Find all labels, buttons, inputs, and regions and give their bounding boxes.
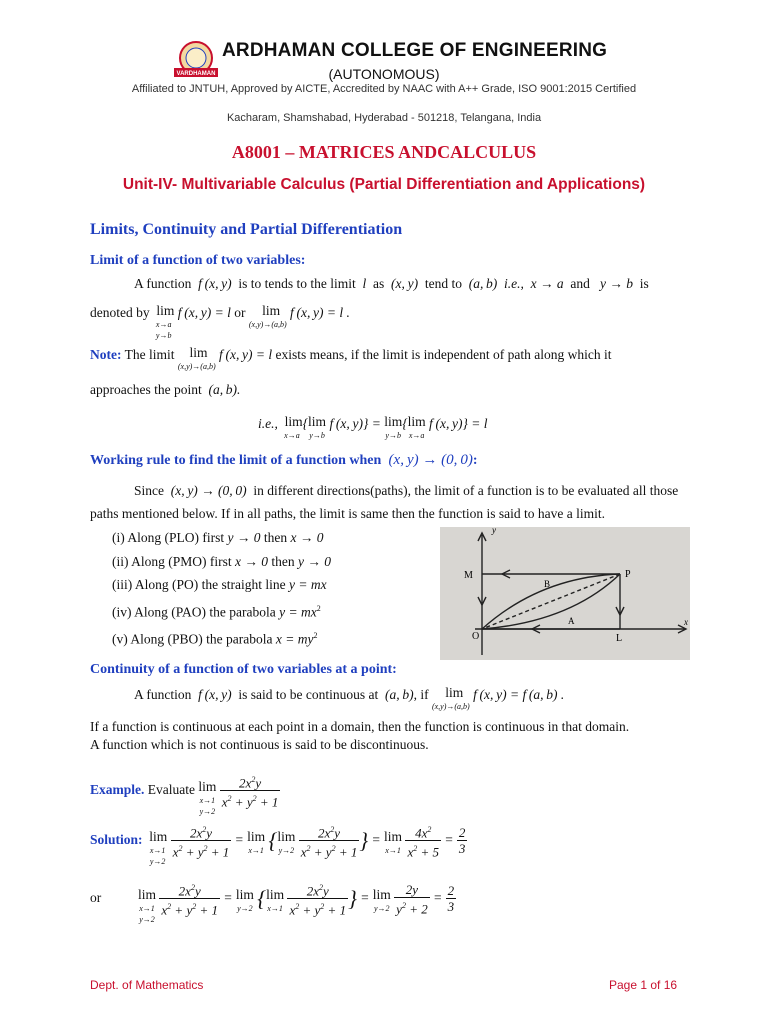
limit-heading: Limit of a function of two variables: (90, 253, 306, 268)
note-text-a: The limit (124, 347, 175, 362)
solution-alt-line: or lim x→1 y→2 $\frac{2x^2y}{x^2 + y^2 + 1}$ = lim y→2 {lim x→1 $\frac{2x^2y}{x^2 + y^2 + 1}$ } = lim y→2 $\frac{2y}{y^2 + 2}$ = $\frac{2}{3}$ (90, 881, 455, 924)
math-ab: (a, b) (465, 276, 501, 291)
domain-text-2: A function which is not continuous is said to be discontinuous. (90, 737, 429, 752)
text-a-function: A function (134, 276, 192, 291)
paths-figure (440, 527, 690, 660)
course-title: A8001 – MATRICES ANDCALCULUS (231, 142, 537, 162)
college-name: ARDHAMAN COLLEGE OF ENGINEERING (222, 40, 608, 61)
fig-axis-x: x (684, 617, 688, 627)
since-text-b: in different directions(paths), the limit of a function is to be evaluated all those (253, 483, 679, 498)
paths-list (112, 526, 331, 651)
unit-title (0, 176, 768, 194)
text-denoted: denoted by (90, 305, 150, 320)
lim-operator: lim x→a y→b (153, 303, 175, 340)
math-fxy-eq-l-2: f (x, y) = l . (290, 305, 350, 320)
fig-label-l: L (616, 633, 623, 644)
continuity-text-b: is said to be continuous at (238, 687, 379, 702)
text-as: as (373, 276, 385, 291)
lim-x-a-2: lim x→a (407, 414, 426, 440)
text-ie-2: i.e., (258, 416, 278, 431)
continuity-heading: Continuity of a function of two variables at a point: (90, 662, 397, 677)
lim-operator-4: lim (x,y)→(a,b) (431, 685, 470, 711)
text-is: is (639, 276, 649, 291)
math-note-fxy: f (x, y) = l (219, 347, 273, 362)
math-x-to-a: x → a (527, 276, 568, 291)
working-rule-heading: Working rule to find the limit of a function when (x, y) → (0, 0): (90, 452, 478, 468)
math-y-to-b: y → b (593, 276, 637, 291)
math-xy: (x, y) (387, 276, 422, 291)
footer-page: Page 1 of 16 (609, 978, 678, 992)
lim-y-b: lim y→b (308, 414, 327, 440)
lim-x-a: lim x→a (281, 414, 303, 440)
domain-text-1: If a function is continuous at each point in a domain, then the function is continuous in that domain. (90, 719, 630, 734)
example-label: Example. (90, 781, 145, 797)
paths-line: paths mentioned below. If in all paths, the limit is same then the function is said to have a limit. (90, 506, 606, 521)
since-text-a: Since (134, 483, 164, 498)
note-label: Note: (90, 347, 122, 362)
path-item: (ii) Along (PMO) first x → 0 then y → 0 (112, 553, 331, 569)
solution-label: Solution: (90, 831, 143, 847)
working-rule-text: Working rule to find the limit of a function when (90, 453, 382, 468)
fig-label-b: B (544, 579, 551, 589)
text-tends: is to tends to the limit (238, 276, 356, 291)
math-xy-to-00: (x, y) → (0, 0) (384, 452, 473, 468)
affiliation-line: Affiliated to JNTUH, Approved by AICTE, Accredited by NAAC with A++ Grade, ISO 9001:2015 Certified (131, 83, 637, 95)
footer-dept: Dept. of Mathematics (90, 978, 204, 992)
unit-label: Unit-IV- (122, 176, 178, 193)
note-text-b: exists means, if the limit is independent of path along which it (275, 347, 612, 362)
math-fxy-eq-l: f (x, y) = l (177, 305, 231, 320)
fig-axis-y: y (492, 527, 496, 535)
path-item: (iv) Along (PAO) the parabola $y = mx^2$ (112, 603, 321, 619)
section-heading: Limits, Continuity and Partial Differentiation (90, 221, 403, 238)
continuity-text-a: A function (134, 687, 192, 702)
note-text-c: approaches the point (90, 382, 202, 397)
approach-line (90, 381, 240, 399)
fig-label-p: P (625, 569, 631, 580)
text-or-2: or (90, 889, 102, 905)
solution-line: Solution: lim x→1 y→2 $\frac{2x^2y}{x^2 + y^2 + 1}$ = lim x→1 {lim y→2 $\frac{2x^2y}{x^2 + y^2 + 1}$ } = lim x→1 $\frac{4x^2}{x^2 + 5}$ = $\frac{2}{3}$ (90, 822, 467, 866)
path-item: (i) Along (PLO) first y → 0 then x → 0 (112, 530, 324, 545)
logo-text: VARDHAMAN (176, 71, 216, 77)
text-or: or (234, 305, 246, 320)
fig-label-o: O (472, 631, 480, 642)
fraction: $\frac{2x^2y}{x^2 + y^2 + 1}$ (220, 772, 281, 810)
fig-label-a: A (568, 616, 575, 626)
math-xy-to-00-2: (x, y) → (0, 0) (167, 483, 250, 498)
note-line (90, 346, 694, 371)
address-line: Kacharam, Shamshabad, Hyderabad - 501218, Telangana, India (226, 112, 542, 124)
example-text: Evaluate (147, 781, 195, 797)
since-line (134, 482, 694, 500)
example-line (90, 772, 280, 816)
fig-label-m: M (464, 570, 473, 581)
unit-name: Multivariable Calculus (Partial Differentiation and Applications) (177, 176, 646, 193)
path-item: (v) Along (PBO) the parabola $x = my^2$ (112, 630, 318, 646)
text-ie: i.e., (504, 276, 524, 291)
math-l: l (359, 276, 370, 291)
lim-operator-5: lim x→1 y→2 (198, 779, 217, 816)
lim-operator-2: lim (x,y)→(a,b) (248, 303, 287, 329)
denoted-line (90, 304, 350, 340)
lim-operator-3: lim (x,y)→(a,b) (177, 345, 216, 371)
text-tend-to: tend to (424, 276, 462, 291)
text-and: and (570, 276, 590, 291)
continuity-text-c: , if (413, 687, 429, 702)
lim-y-b-2: lim y→b (384, 414, 403, 440)
math-ab-2: (a, b). (205, 382, 241, 397)
autonomous-label: (AUTONOMOUS) (328, 66, 440, 82)
continuity-line: A function f (x, y) is said to be continuous at (a, b), if lim (x,y)→(a,b) f (x, y) = f (a, b) . (134, 685, 565, 711)
limit-definition-line (134, 275, 694, 293)
iterated-limits: i.e., lim x→a{lim y→b f (x, y)} = lim y→b{lim x→a f (x, y)} = l (258, 414, 488, 440)
math-fxy: f (x, y) (194, 276, 236, 291)
path-item: (iii) Along (PO) the straight line y = mx (112, 577, 327, 592)
